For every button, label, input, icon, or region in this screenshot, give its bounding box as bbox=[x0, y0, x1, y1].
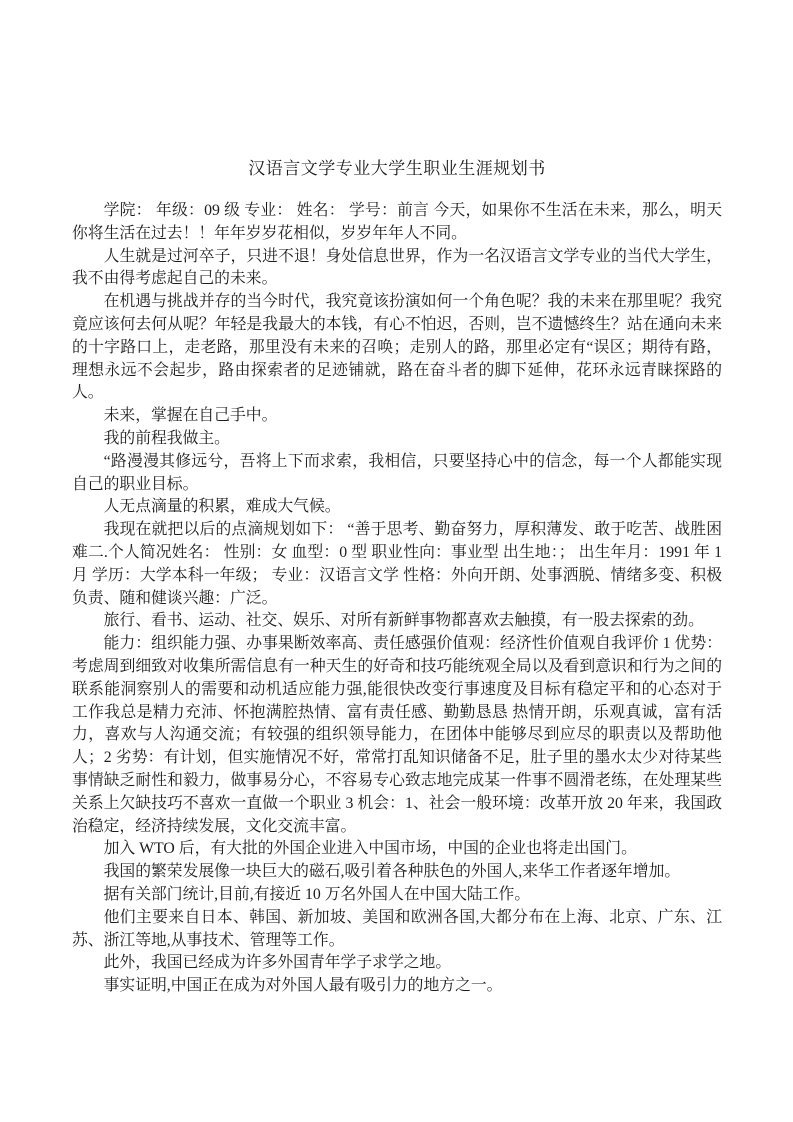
paragraph: 此外，我国已经成为许多外国青年学子求学之地。 bbox=[103, 954, 452, 972]
paragraph: 我国的繁荣发展像一块巨大的磁石,吸引着各种肤色的外国人,来华工作者逐年增加。 bbox=[103, 863, 681, 881]
paragraph: 人生就是过河卒子，只进不退！身处信息世界，作为一名汉语言文学专业的当代大学生，我不由得考虑起自己的未来。 bbox=[72, 247, 722, 288]
paragraph: 旅行、看书、运动、社交、娱乐、对所有新鲜事物都喜欢去触摸，有一股去探索的劲。 bbox=[103, 612, 704, 630]
paragraph: 事实证明,中国正在成为对外国人最有吸引力的地方之一。 bbox=[103, 977, 503, 995]
paragraph: 学院： 年级：09 级 专业： 姓名： 学号：前言 今天，如果你不生活在未来，那么，明天你将生活在过去！！年年岁岁花相似，岁岁年年人不同。 bbox=[72, 202, 722, 242]
document-body bbox=[72, 200, 722, 998]
paragraph: 人无点滴量的积累，难成大气候。 bbox=[103, 498, 341, 516]
paragraph: 我的前程我做主。 bbox=[103, 429, 230, 447]
paragraph: 加入 WTO 后，有大批的外国企业进入中国市场，中国的企业也将走出国门。 bbox=[103, 840, 637, 858]
paragraph: 他们主要来自日本、韩国、新加坡、美国和欧洲各国,大都分布在上海、北京、广东、江苏、浙江等地,从事技术、管理等工作。 bbox=[72, 908, 722, 949]
paragraph: 能力：组织能力强、办事果断效率高、责任感强价值观：经济性价值观自我评价 1 优势：考虑周到细致对收集所需信息有一种天生的好奇和技巧能统观全局以及看到意识和行为之间的联系能洞察别人的需要和动机适应能力强,能很快改变行事速度及目标有稳定平和的心态对于工作我总是精力充沛、怀抱满腔热情、富有责任感、勤勤恳恳 热情开朗，乐观真诚，富有活力，喜欢与人沟通交流；有较强的组织领导能力，在团体中能够尽到应尽的职责以及帮助他人；2 劣势：有计划，但实施情况不好，常常打乱知识储备不足，肚子里的墨水太少对待某些事情缺乏耐性和毅力，做事易分心，不容易专心致志地完成某一件事不圆滑老练，在处理某些关系上欠缺技巧不喜欢一直做一个职业 3 机会：1、社会一般环境：改革开放 20 年来，我国政治稳定，经济持续发展，文化交流丰富。 bbox=[72, 635, 722, 835]
paragraph: 未来，掌握在自己手中。 bbox=[103, 407, 278, 425]
paragraph: 我现在就把以后的点滴规划如下： “善于思考、勤奋努力，厚积薄发、敢于吃苦、战胜困难二.个人简况姓名： 性别：女 血型：0 型 职业性向：事业型 出生地：； 出生年月：1991 年 1 月 学历：大学本科一年级； 专业：汉语言文学 性格：外向开朗、处事洒脱、情绪多变、积极负责、随和健谈兴趣：广泛。 bbox=[72, 521, 722, 607]
paragraph: 据有关部门统计,目前,有接近 10 万名外国人在中国大陆工作。 bbox=[103, 885, 531, 903]
paragraph: 在机遇与挑战并存的当今时代，我究竟该扮演如何一个角色呢？我的未来在那里呢？我究竟应该何去何从呢？年轻是我最大的本钱，有心不怕迟，否则，岂不遗憾终生？站在通向未来的十字路口上，走老路，那里没有未来的召唤；走别人的路，那里必定有“误区；期待有路，理想永远不会起步，路由探索者的足迹铺就，路在奋斗者的脚下延伸，花环永远青睐探路的人。 bbox=[72, 293, 722, 402]
paragraph: “路漫漫其修远兮，吾将上下而求索，我相信，只要坚持心中的信念，每一个人都能实现自己的职业目标。 bbox=[72, 452, 722, 493]
document-title: 汉语言文学专业大学生职业生涯规划书 bbox=[248, 159, 546, 178]
